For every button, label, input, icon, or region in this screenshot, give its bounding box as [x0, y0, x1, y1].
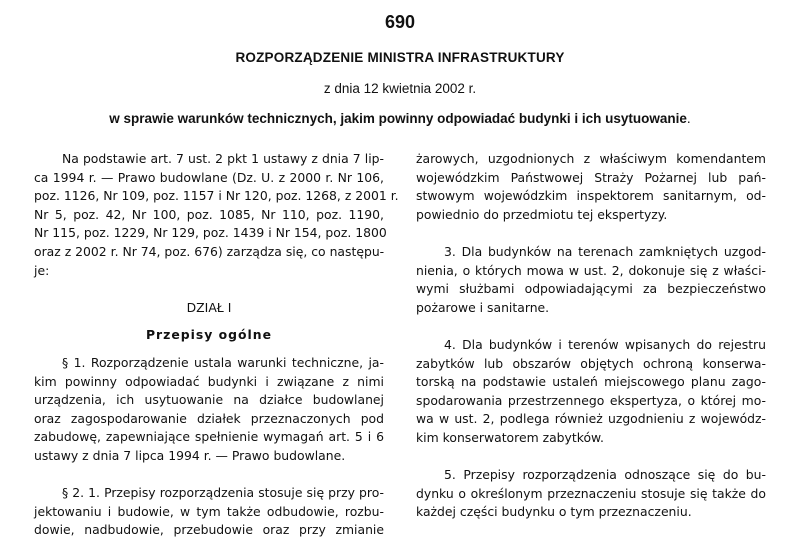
- paragraph-line: pożarowe i sanitarne.: [416, 299, 550, 315]
- intro-line: Nr 115, poz. 1229, Nr 129, poz. 1439 i Nr 154, poz. 1800: [34, 225, 387, 241]
- paragraph-line: dynku o określonym przeznaczeniu stosuje się także do: [416, 485, 766, 501]
- paragraph-line: wa w ust. 2, podlega również uzgodnieniu z wojewódz-: [416, 411, 766, 427]
- paragraph-2: [34, 484, 384, 540]
- paragraph-line: kim konserwatorem zabytków.: [416, 429, 604, 445]
- section-subheading: Przepisy ogólne: [145, 327, 273, 343]
- paragraph-line: zabudowę, zapewniające spełnienie wymagań art. 5 i 6: [34, 429, 384, 445]
- paragraph-line: zabytków lub obszarów objętych ochroną konserwa-: [416, 355, 766, 371]
- paragraph-line: wojewódzkim Państwowej Straży Pożarnej lub pań-: [416, 169, 766, 185]
- paragraph-line: wymi służbami odpowiadającymi za bezpieczeństwo: [416, 281, 766, 297]
- act-subject-text: w sprawie warunków technicznych, jakim powinny odpowiadać budynki i ich usytuowanie: [109, 111, 687, 126]
- paragraph-line: nienia, o których mowa w ust. 2, dokonuje się z właści-: [416, 262, 766, 278]
- paragraph-line: kim powinny odpowiadać budynki i związane z nimi: [34, 373, 384, 389]
- paragraph-line: urządzenia, ich usytuowanie na działce budowlanej: [34, 392, 384, 408]
- paragraph-1: [34, 354, 384, 466]
- paragraph-line: § 1. Rozporządzenie ustala warunki techniczne, ja-: [62, 354, 384, 370]
- item-5: [416, 466, 766, 522]
- paragraph-line: spodarowania przestrzennego ekspertyza, o której mo-: [416, 392, 766, 408]
- paragraph-line: jektowaniu i budowie, w tym także odbudowie, rozbu-: [34, 503, 384, 519]
- paragraph-line: 5. Przepisy rozporządzenia odnoszące się do bu-: [444, 467, 766, 483]
- paragraph-line: powiednio do przedmiotu tej ekspertyzy.: [416, 206, 668, 222]
- paragraph-line: każdej części budynku o tym przeznaczeniu.: [416, 504, 692, 520]
- act-number: 690: [384, 12, 416, 32]
- act-subject: [0, 111, 800, 126]
- act-subject-period: .: [686, 111, 691, 126]
- paragraph-line: dowie, nadbudowie, przebudowie oraz przy zmianie: [34, 522, 384, 538]
- paragraph-line: ustawy z dnia 7 lipca 1994 r. — Prawo budowlane.: [34, 447, 346, 463]
- paragraph-line: 4. Dla budynków i terenów wpisanych do rejestru: [444, 336, 766, 352]
- intro-line: oraz z 2002 r. Nr 74, poz. 676) zarządza się, co następu-: [34, 243, 385, 259]
- item-3: [416, 243, 766, 317]
- paragraph-line: torską na podstawie ustaleń miejscowego planu zago-: [416, 374, 766, 390]
- paragraph-line: oraz zagospodarowanie działek przeznaczonych pod: [34, 410, 384, 426]
- intro-line: Nr 5, poz. 42, Nr 100, poz. 1085, Nr 110, poz. 1190,: [34, 206, 384, 222]
- intro-line: ca 1994 r. — Prawo budowlane (Dz. U. z 2000 r. Nr 106,: [34, 169, 384, 185]
- section-heading: DZIAŁ I: [186, 299, 232, 315]
- paragraph-line: § 2. 1. Przepisy rozporządzenia stosuje się przy pro-: [62, 485, 384, 501]
- act-title: ROZPORZĄDZENIE MINISTRA INFRASTRUKTURY: [235, 50, 565, 65]
- left-column: [34, 150, 399, 540]
- item-4: [416, 336, 766, 448]
- intro-line: je:: [34, 262, 50, 278]
- paragraph-line: stwowym wojewódzkim inspektorem sanitarnym, od-: [416, 188, 766, 204]
- act-date: z dnia 12 kwietnia 2002 r.: [323, 81, 477, 96]
- intro-line: poz. 1126, Nr 109, poz. 1157 i Nr 120, poz. 1268, z 2001 r.: [34, 188, 399, 204]
- paragraph-line: 3. Dla budynków na terenach zamkniętych uzgod-: [444, 243, 766, 259]
- right-column: [416, 150, 766, 522]
- intro-line: Na podstawie art. 7 ust. 2 pkt 1 ustawy z dnia 7 lip-: [62, 151, 384, 166]
- paragraph-line: żarowych, uzgodnionych z właściwym komendantem: [416, 151, 766, 166]
- continued-paragraph: [416, 150, 766, 224]
- intro-paragraph: [34, 150, 399, 280]
